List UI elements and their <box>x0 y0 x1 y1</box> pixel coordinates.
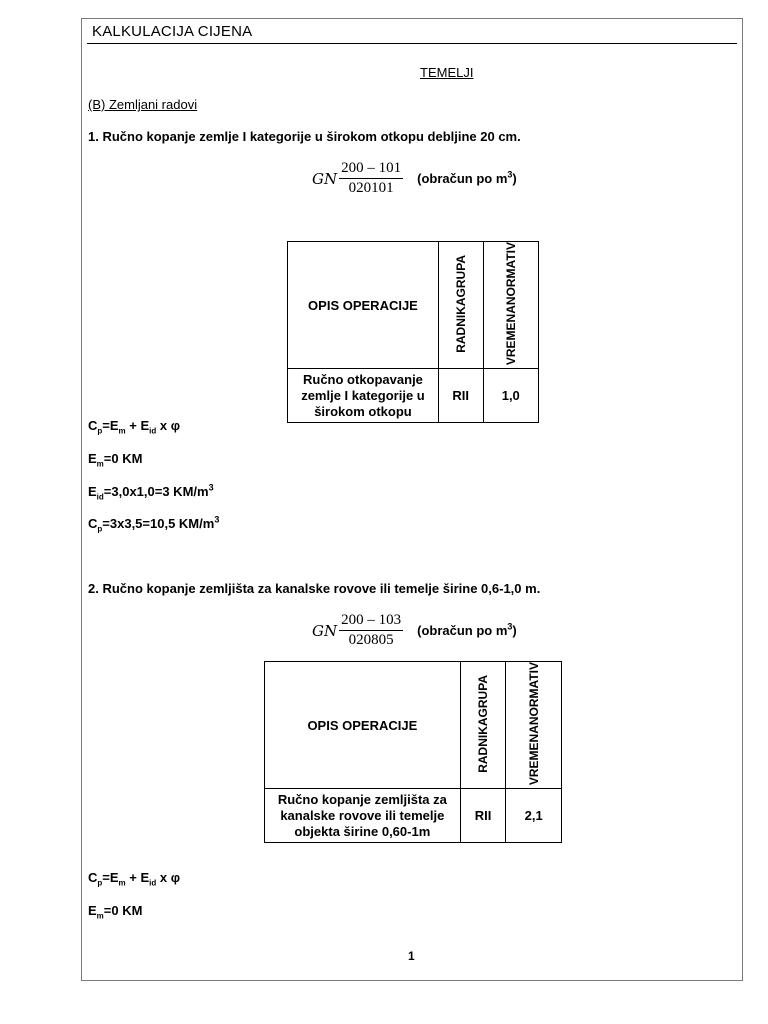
formula-fraction <box>339 612 403 649</box>
formula-unit: (obračun po $m^3$) <box>417 169 517 186</box>
formula-denominator: 020101 <box>348 180 394 196</box>
col-header-opis: OPIS OPERACIJE <box>288 242 439 369</box>
row-vremenanormativ: 2,1 <box>506 789 562 843</box>
row-description: Ručno kopanje zemljišta za kanalske rovove ili temelje objekta širine 0,60-1m <box>265 789 461 843</box>
item2-formula <box>312 612 517 649</box>
item2-operation-table <box>264 661 562 843</box>
section-title: TEMELJI <box>420 65 474 80</box>
formula-numerator: 200 – 101 <box>339 160 403 179</box>
col-header-radnikagrupa: RADNIKAGRUPA <box>438 242 483 369</box>
item2-calc-line-2: $E_m=0$ KM <box>88 903 143 921</box>
row-description: Ručno otkopavanje zemlje I kategorije u širokom otkopu <box>288 369 439 423</box>
formula-denominator: 020805 <box>348 632 394 648</box>
formula-prefix: GN <box>312 169 338 188</box>
row-vremenanormativ: 1,0 <box>483 369 538 423</box>
formula-prefix: GN <box>312 621 338 640</box>
item1-calc-line-4: $C_p=3x3,5=10,5$ $KM/m^3$ <box>88 514 220 534</box>
col-header-opis: OPIS OPERACIJE <box>265 662 461 789</box>
item1-calc-line-3: $E_{id}=3,0x1,0=3$ $KM/m^3$ <box>88 482 214 502</box>
item1-operation-table <box>287 241 539 423</box>
item1-heading: 1. Ručno kopanje zemlje I kategorije u širokom otkopu debljine 20 cm. <box>88 129 521 144</box>
formula-fraction <box>339 160 403 197</box>
page-number: 1 <box>408 949 415 963</box>
row-radnikagrupa: RII <box>460 789 506 843</box>
formula-numerator: 200 – 103 <box>339 612 403 631</box>
item2-heading: 2. Ručno kopanje zemljišta za kanalske rovove ili temelje širine 0,6-1,0 m. <box>88 581 541 596</box>
item1-calc-line-1: $C_p=E_m + E_{id}$ x φ <box>88 418 181 436</box>
row-radnikagrupa: RII <box>438 369 483 423</box>
col-header-radnikagrupa: RADNIKAGRUPA <box>460 662 506 789</box>
col-header-vremenanormativ: VREMENANORMATIV <box>483 242 538 369</box>
header-divider <box>87 43 737 44</box>
subsection-title: (B) Zemljani radovi <box>88 97 198 112</box>
header-title: KALKULACIJA CIJENA <box>92 23 253 40</box>
item2-calc-line-1: $C_p=E_m + E_{id}$ x φ <box>88 870 181 888</box>
formula-unit: (obračun po $m^3$) <box>417 621 517 638</box>
col-header-vremenanormativ: VREMENANORMATIV <box>506 662 562 789</box>
item1-calc-line-2: $E_m=0$ KM <box>88 451 143 469</box>
item1-formula <box>312 160 517 197</box>
